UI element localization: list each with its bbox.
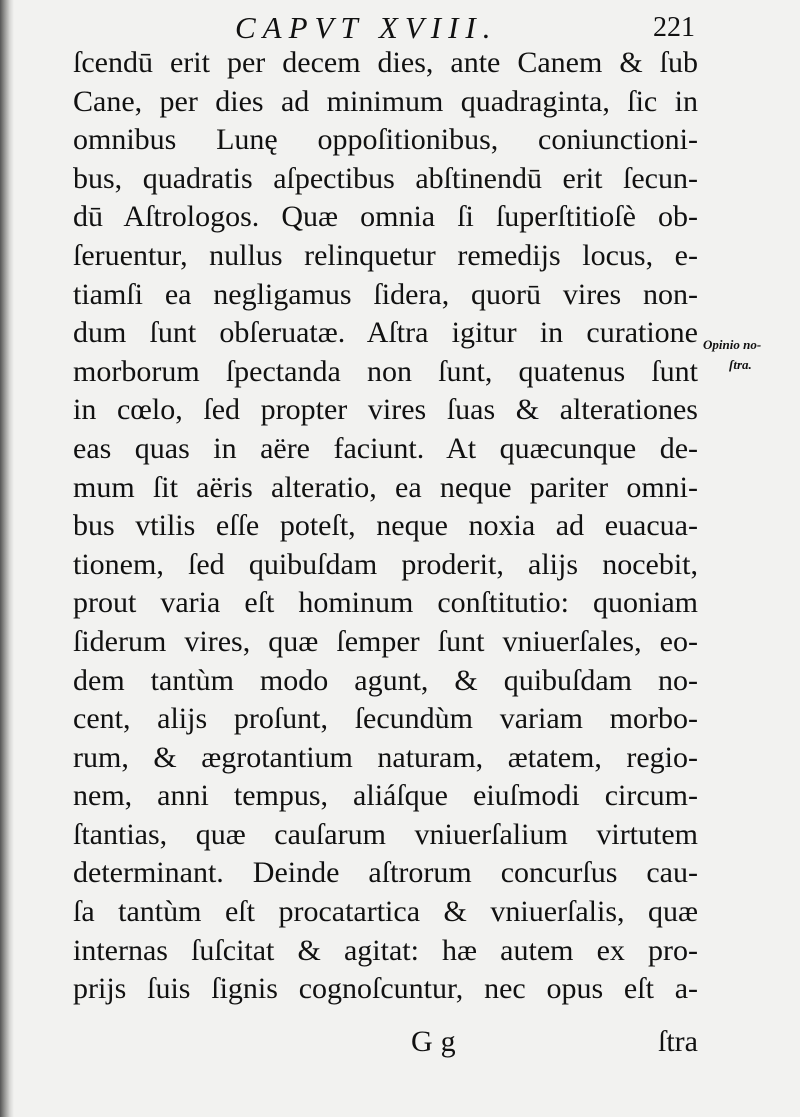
body-text xyxy=(73,44,698,1009)
text-line: prijs ſuis ſignis cognoſcuntur, nec opus eſt a- xyxy=(73,972,698,1006)
text-line: ſcendū erit per decem dies, ante Canem & ſub xyxy=(73,46,698,79)
text-line: ſeruentur, nullus relinquetur remedijs locus, e- xyxy=(73,238,698,272)
text-line: dū Aſtrologos. Quæ omnia ſi ſuperſtitioſè ob- xyxy=(73,200,698,234)
page-number: 221 xyxy=(653,12,695,43)
catchword: ſtra xyxy=(658,1025,698,1058)
text-line: nem, anni tempus, aliáſque eiuſmodi circum- xyxy=(73,779,698,813)
text-line: morborum ſpectanda non ſunt, quatenus ſunt xyxy=(73,354,698,388)
binding-gutter xyxy=(0,0,14,1117)
text-line: rum, & ægrotantium naturam, ætatem, regio- xyxy=(73,740,698,774)
text-line: mum ſit aëris alteratio, ea neque pariter omni- xyxy=(73,470,698,504)
text-line: determinant. Deinde aſtrorum concurſus cau- xyxy=(73,856,698,890)
margin-note-line: Opinio no- xyxy=(703,337,762,352)
text-line: dum ſunt obſeruatæ. Aſtra igitur in curatione xyxy=(73,316,698,350)
signature-mark: Gg xyxy=(411,1025,464,1058)
text-line: in cœlo, ſed propter vires ſuas & alterationes xyxy=(73,393,698,427)
text-line: eas quas in aëre faciunt. At quæcunque de- xyxy=(73,431,698,465)
running-head: CAPVT XVIII. xyxy=(235,10,498,45)
text-line: bus, quadratis aſpectibus abſtinendū erit ſecun- xyxy=(73,161,698,195)
page-footer xyxy=(73,1022,698,1062)
text-line: Cane, per dies ad minimum quadraginta, ſic in xyxy=(73,84,698,118)
text-line: cent, alijs proſunt, ſecundùm variam morbo- xyxy=(73,702,698,736)
text-line: ſiderum vires, quæ ſemper ſunt vniuerſales, eo- xyxy=(73,624,698,658)
text-line: ſtantias, quæ cauſarum vniuerſalium virtutem xyxy=(73,817,698,851)
page-header xyxy=(75,8,695,48)
margin-note-line: ſtra. xyxy=(729,357,752,372)
text-line: tionem, ſed quibuſdam proderit, alijs nocebit, xyxy=(73,547,698,581)
text-line: prout varia eſt hominum conſtitutio: quoniam xyxy=(73,586,698,620)
margin-note xyxy=(703,335,795,375)
text-line: omnibus Lunę oppoſitionibus, coniunctioni- xyxy=(73,123,698,157)
text-line: dem tantùm modo agunt, & quibuſdam no- xyxy=(73,663,698,697)
text-line: tiamſi ea negligamus ſidera, quorū vires non- xyxy=(73,277,698,311)
text-line: internas ſuſcitat & agitat: hæ autem ex pro- xyxy=(73,933,698,967)
text-line: ſa tantùm eſt procatartica & vniuerſalis, quæ xyxy=(73,895,698,929)
text-line: bus vtilis eſſe poteſt, neque noxia ad euacua- xyxy=(73,509,698,543)
